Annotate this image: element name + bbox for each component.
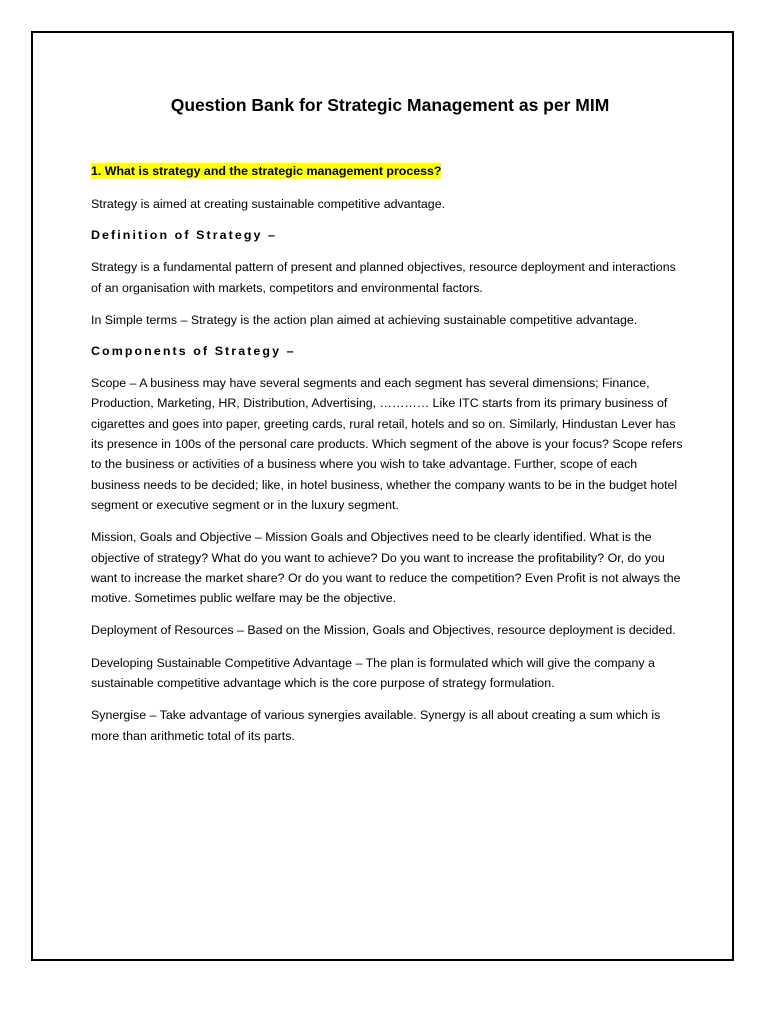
document-content (91, 93, 689, 746)
component-synergise-paragraph: Synergise – Take advantage of various synergies available. Synergy is all about creating a sum which is more than arithmetic total of its parts. (91, 708, 661, 743)
highlighted-question-text: 1. What is strategy and the strategic management process? (91, 164, 442, 178)
component-mission-paragraph: Mission, Goals and Objective – Mission Goals and Objectives need to be clearly identified. What is the objective of strategy? What do you want to achieve? Do you want to increase the profitability? Or, do you want to increase the market share? Or do you want to reduce the competition? Even Profit is not always the motive. Sometimes public welfare may be the objective. (91, 530, 681, 606)
component-advantage-paragraph: Developing Sustainable Competitive Advantage – The plan is formulated which will give the company a sustainable competitive advantage which is the core purpose of strategy formulation. (91, 655, 655, 691)
document-page (31, 31, 734, 961)
component-scope-paragraph: Scope – A business may have several segments and each segment has several dimensions; Finance, Production, Marketing, HR, Distribution, Advertising, ………… Like ITC starts from its primary business of cigarettes and goes into paper, greeting cards, rural retail, hotels and so on. Similarly, Hindustan Lever has its presence in 100s of the personal care products. Which segment of the above is your focus? Scope refers to the business or activities of a business where you wish to take advantage. Further, scope of each business needs to be decided; like, in hotel business, whether the company wants to be in the budget hotel segment or executive segment or in the luxury segment. (91, 376, 683, 512)
intro-paragraph: Strategy is aimed at creating sustainable competitive advantage. (91, 197, 446, 211)
document-title: Question Bank for Strategic Management as per MIM (170, 95, 610, 115)
simple-terms-paragraph: In Simple terms – Strategy is the action plan aimed at achieving sustainable competitive advantage. (91, 312, 638, 327)
definition-heading: Definition of Strategy – (91, 228, 278, 243)
definition-paragraph: Strategy is a fundamental pattern of present and planned objectives, resource deployment and interactions of an organisation with markets, competitors and environmental factors. (91, 260, 676, 295)
question-heading (91, 161, 689, 181)
components-heading: Components of Strategy – (91, 344, 296, 359)
component-resources-paragraph: Deployment of Resources – Based on the Mission, Goals and Objectives, resource deployment is decided. (91, 623, 676, 638)
